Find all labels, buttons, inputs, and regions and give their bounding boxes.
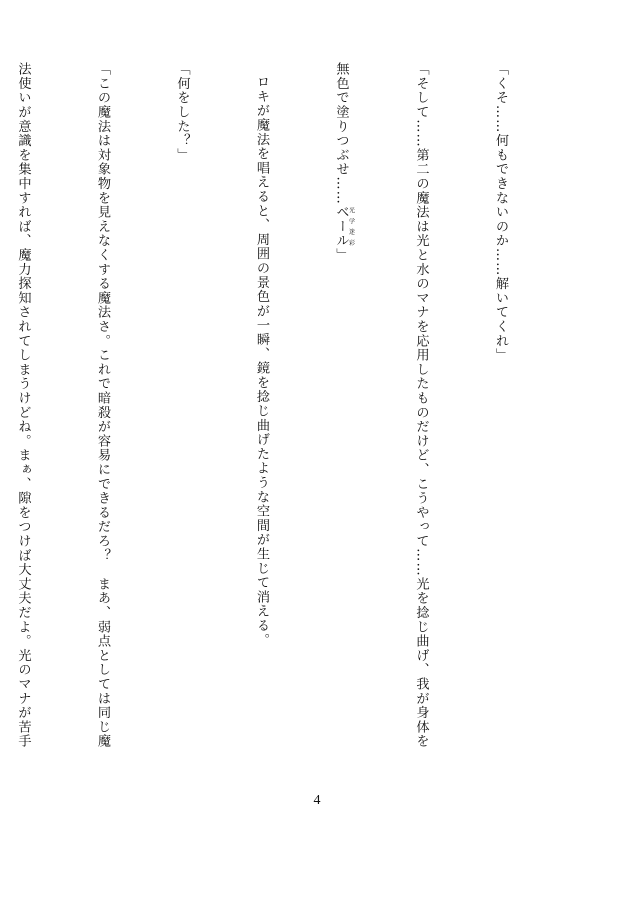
- text-line-3-prefix: 無色で塗りつぶせ……: [333, 62, 349, 205]
- text-line-6: 「この魔法は対象物を見えなくする魔法さ。これで暗殺が容易にできるだろ？ まあ、弱点としては同じ魔: [95, 62, 110, 749]
- text-line-5: 「何をした？」: [174, 62, 190, 163]
- ruby-reading: 光学迷彩: [347, 204, 355, 248]
- text-line-7: 法使いが意識を集中すれば、魔力探知されてしまうけどね。まぁ、隙をつけば大丈夫だよ。光のマナが苦手: [15, 62, 31, 749]
- page-number: 4: [313, 793, 321, 808]
- text-line-1: 「くそ……何もできないのか……解いてくれ」: [493, 62, 508, 363]
- text-line-4: ロキが魔法を唱えると、周囲の景色が一瞬、鏡を捻じ曲げたような空間が生じて消える。: [254, 75, 269, 647]
- vertical-text-body: [0, 62, 566, 782]
- ruby-base: ベール: [333, 204, 349, 248]
- text-line-3-suffix: 」: [333, 247, 349, 263]
- ruby-veil: [333, 204, 355, 248]
- text-line-2: 「そして……第二の魔法は光と水のマナを応用したものだけど、こうやって……光を捻じ曲げ、我が身体を: [413, 62, 429, 749]
- text-line-3: [327, 62, 354, 782]
